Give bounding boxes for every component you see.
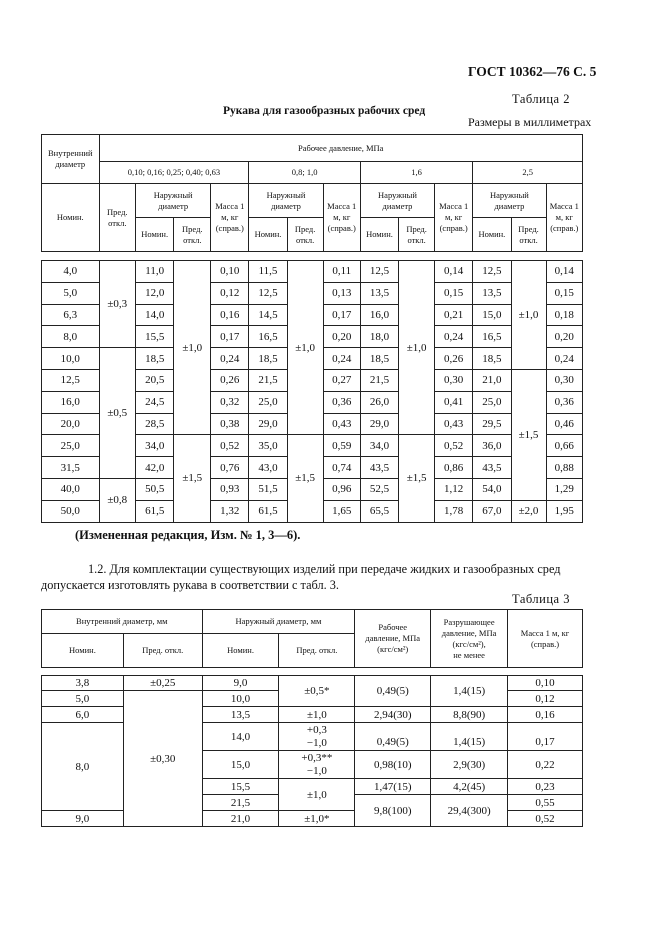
t2-inner-nom: 16,0 [42, 391, 100, 413]
t2-g2-mass: 0,17 [323, 304, 360, 326]
t3-h-outer-nomin: Номин. [202, 634, 279, 668]
t2-g4-mass: 1,95 [546, 500, 582, 522]
t3-outer-tol-upper: +0,3** [301, 751, 333, 764]
t3-pressure: 2,94(30) [355, 707, 431, 723]
t2-g1-mass: 0,24 [211, 348, 249, 370]
t2-g3-mass: 0,24 [435, 326, 473, 348]
t2-g3-outer: 21,5 [360, 369, 398, 391]
t3-h-inner: Внутренний диаметр, мм [42, 610, 203, 634]
t2-g2-outer: 51,5 [249, 478, 287, 500]
t2-inner-nom: 20,0 [42, 413, 100, 435]
h-outer-tol-2: Пред. откл. [287, 218, 323, 252]
h-outer-tol-4: Пред. откл. [511, 218, 546, 252]
t3-inner-tol: ±0,25 [123, 676, 202, 691]
t3-pressure: 0,49(5) [355, 723, 431, 751]
t3-outer-tol [279, 723, 355, 751]
h-outer-4: Наружный диаметр [473, 184, 546, 218]
t2-g3-mass: 1,78 [435, 500, 473, 522]
t3-h-pressure-2: давление, МПа [365, 633, 421, 643]
t2-g4-mass: 0,30 [546, 369, 582, 391]
t2-g3-outer: 18,0 [360, 326, 398, 348]
t2-g4-tol: ±2,0 [511, 500, 546, 522]
t3-outer-tol-upper: +0,3 [306, 723, 327, 736]
t3-outer-tol [279, 751, 355, 779]
t3-mass: 0,55 [508, 795, 583, 811]
t3-h-mass: Масса 1 м, кг (справ.) [508, 610, 583, 668]
page-header: ГОСТ 10362—76 С. 5 [468, 64, 597, 79]
table2-label: Таблица 2 [512, 92, 570, 106]
t2-g4-outer: 54,0 [473, 478, 511, 500]
t2-g4-outer: 29,5 [473, 413, 511, 435]
h-outer-tol-1: Пред. откл. [174, 218, 211, 252]
t2-g1-outer: 14,0 [136, 304, 174, 326]
t2-g4-outer: 15,0 [473, 304, 511, 326]
t2-g4-outer: 12,5 [473, 261, 511, 283]
table-row [42, 707, 583, 723]
t2-g4-mass: 0,36 [546, 391, 582, 413]
t3-h-pressure [355, 610, 431, 668]
t3-outer-nom: 10,0 [202, 691, 279, 707]
t3-burst: 1,4(15) [431, 723, 508, 751]
t3-burst: 4,2(45) [431, 779, 508, 795]
t2-inner-tol: ±0,5 [99, 348, 136, 479]
t3-mass: 0,17 [508, 723, 583, 751]
t2-g2-mass: 1,65 [323, 500, 360, 522]
t2-g1-outer: 18,5 [136, 348, 174, 370]
t3-outer-tol: ±0,5* [279, 676, 355, 707]
t2-g2-tol: ±1,5 [287, 435, 323, 522]
t2-g3-mass: 1,12 [435, 478, 473, 500]
table2-units: Размеры в миллиметрах [468, 115, 592, 129]
t2-g1-outer: 15,5 [136, 326, 174, 348]
t3-outer-nom: 9,0 [202, 676, 279, 691]
t2-g1-mass: 0,32 [211, 391, 249, 413]
t2-g3-outer: 26,0 [360, 391, 398, 413]
paragraph-line-2: допускается изготовлять рукава в соответствии с табл. 3. [41, 578, 339, 592]
t2-g1-tol: ±1,0 [174, 261, 211, 435]
t3-pressure: 1,47(15) [355, 779, 431, 795]
t3-inner-nom: 8,0 [42, 723, 124, 811]
t2-g3-mass: 0,41 [435, 391, 473, 413]
t3-mass: 0,23 [508, 779, 583, 795]
t2-g1-mass: 0,10 [211, 261, 249, 283]
t2-g4-mass: 0,14 [546, 261, 582, 283]
t3-h-inner-nomin: Номин. [42, 634, 124, 668]
t2-g2-mass: 0,96 [323, 478, 360, 500]
t3-burst: 29,4(300) [431, 795, 508, 827]
t3-outer-nom: 21,0 [202, 811, 279, 827]
t2-g2-outer: 35,0 [249, 435, 287, 457]
t3-h-burst [431, 610, 508, 668]
t3-outer-nom: 15,5 [202, 779, 279, 795]
t3-outer-tol: ±1,0* [279, 811, 355, 827]
t2-g4-outer: 43,5 [473, 457, 511, 479]
h-outer-nomin-1: Номин. [136, 218, 174, 252]
t2-inner-nom: 5,0 [42, 282, 100, 304]
t2-g1-outer: 61,5 [136, 500, 174, 522]
t2-g4-outer: 21,0 [473, 369, 511, 391]
table-row [42, 261, 583, 283]
t2-g1-mass: 0,93 [211, 478, 249, 500]
t3-h-burst-1: Разрушающее [443, 616, 495, 627]
h-mass-3: Масса 1 м, кг (справ.) [435, 184, 473, 252]
t3-mass: 0,52 [508, 811, 583, 827]
t3-h-pressure-1: Рабочее [378, 622, 408, 632]
t2-g2-mass: 0,13 [323, 282, 360, 304]
t3-h-burst-2: давление, МПа [441, 627, 497, 638]
t2-g2-mass: 0,74 [323, 457, 360, 479]
t2-inner-nom: 25,0 [42, 435, 100, 457]
t2-g4-mass: 0,15 [546, 282, 582, 304]
t2-g3-mass: 0,52 [435, 435, 473, 457]
h-mass-1: Масса 1 м, кг (справ.) [211, 184, 249, 252]
t2-g3-outer: 52,5 [360, 478, 398, 500]
t3-burst: 2,9(30) [431, 751, 508, 779]
table-row [42, 723, 583, 751]
table-row [42, 676, 583, 691]
t3-outer-nom: 13,5 [202, 707, 279, 723]
pressure-group-1: 0,10; 0,16; 0,25; 0,40; 0,63 [99, 162, 249, 184]
t2-g1-mass: 0,17 [211, 326, 249, 348]
t2-g4-outer: 36,0 [473, 435, 511, 457]
h-outer-nomin-4: Номин. [473, 218, 511, 252]
t2-g2-outer: 43,0 [249, 457, 287, 479]
t2-g3-mass: 0,26 [435, 348, 473, 370]
t3-h-burst-3: (кгс/см²), [452, 638, 486, 649]
table3-label: Таблица 3 [512, 592, 570, 606]
t2-g1-outer: 34,0 [136, 435, 174, 457]
t2-g1-outer: 42,0 [136, 457, 174, 479]
t2-inner-nom: 10,0 [42, 348, 100, 370]
t3-outer-nom: 21,5 [202, 795, 279, 811]
t3-pressure: 0,98(10) [355, 751, 431, 779]
t3-mass: 0,16 [508, 707, 583, 723]
t2-g3-outer: 65,5 [360, 500, 398, 522]
t2-g1-outer: 24,5 [136, 391, 174, 413]
t3-mass: 0,10 [508, 676, 583, 691]
t2-g4-outer: 18,5 [473, 348, 511, 370]
t2-g1-mass: 0,12 [211, 282, 249, 304]
t2-g2-mass: 0,27 [323, 369, 360, 391]
t2-g2-mass: 0,24 [323, 348, 360, 370]
h-outer-3: Наружный диаметр [360, 184, 434, 218]
h-pressure: Рабочее давление, МПа [99, 135, 582, 162]
t2-g3-outer: 13,5 [360, 282, 398, 304]
t3-outer-nom: 15,0 [202, 751, 279, 779]
t3-outer-tol: ±1,0 [279, 707, 355, 723]
t2-g2-outer: 14,5 [249, 304, 287, 326]
t2-g1-outer: 20,5 [136, 369, 174, 391]
t2-g3-mass: 0,21 [435, 304, 473, 326]
t2-g2-mass: 0,11 [323, 261, 360, 283]
t2-g1-mass: 0,38 [211, 413, 249, 435]
t3-outer-nom: 14,0 [202, 723, 279, 751]
pressure-group-2: 0,8; 1,0 [249, 162, 360, 184]
h-mass-2: Масса 1 м, кг (справ.) [323, 184, 360, 252]
h-outer-1: Наружный диаметр [136, 184, 211, 218]
t2-g2-outer: 25,0 [249, 391, 287, 413]
t2-g3-mass: 0,30 [435, 369, 473, 391]
t2-g1-outer: 11,0 [136, 261, 174, 283]
t2-g2-tol: ±1,0 [287, 261, 323, 435]
t2-g2-outer: 21,5 [249, 369, 287, 391]
h-outer-nomin-3: Номин. [360, 218, 398, 252]
amend-note: (Измененная редакция, Изм. № 1, 3—6). [75, 528, 301, 542]
t2-g4-mass: 0,88 [546, 457, 582, 479]
pressure-group-4: 2,5 [473, 162, 583, 184]
t2-g4-outer: 25,0 [473, 391, 511, 413]
t2-g4-mass: 0,66 [546, 435, 582, 457]
t2-g2-outer: 11,5 [249, 261, 287, 283]
t2-g2-outer: 12,5 [249, 282, 287, 304]
t2-g1-mass: 0,76 [211, 457, 249, 479]
t3-h-inner-tol: Пред. откл. [123, 634, 202, 668]
t2-g3-outer: 18,5 [360, 348, 398, 370]
t3-mass: 0,12 [508, 691, 583, 707]
t2-g1-outer: 12,0 [136, 282, 174, 304]
t2-g3-outer: 43,5 [360, 457, 398, 479]
t2-inner-nom: 6,3 [42, 304, 100, 326]
t2-g4-mass: 1,29 [546, 478, 582, 500]
t2-g1-outer: 50,5 [136, 478, 174, 500]
t3-outer-tol-lower: −1,0 [306, 736, 327, 749]
h-nomin: Номин. [42, 184, 100, 252]
t2-g4-tol: ±1,0 [511, 261, 546, 370]
t2-g2-mass: 0,36 [323, 391, 360, 413]
t2-g2-outer: 16,5 [249, 326, 287, 348]
t2-g3-tol: ±1,5 [399, 435, 435, 522]
t2-inner-tol: ±0,8 [99, 478, 136, 522]
t2-g3-outer: 34,0 [360, 435, 398, 457]
t2-g3-mass: 0,86 [435, 457, 473, 479]
t2-g4-mass: 0,20 [546, 326, 582, 348]
t2-g2-mass: 0,59 [323, 435, 360, 457]
t2-g1-mass: 0,16 [211, 304, 249, 326]
t3-inner-tol: ±0,30 [123, 691, 202, 827]
h-inner: Внутренний диаметр [42, 135, 100, 184]
t2-g4-mass: 0,46 [546, 413, 582, 435]
t3-pressure: 0,49(5) [355, 676, 431, 707]
t2-g4-mass: 0,24 [546, 348, 582, 370]
table2 [41, 134, 583, 523]
t2-g4-outer: 67,0 [473, 500, 511, 522]
table3 [41, 609, 583, 827]
paragraph-line-1: 1.2. Для комплектации существующих изделий при передаче жидких и газообразных сред [88, 562, 561, 576]
t2-g3-outer: 12,5 [360, 261, 398, 283]
t3-burst: 8,8(90) [431, 707, 508, 723]
t2-g2-mass: 0,43 [323, 413, 360, 435]
t2-g3-mass: 0,43 [435, 413, 473, 435]
t3-inner-nom: 5,0 [42, 691, 124, 707]
t2-g1-tol: ±1,5 [174, 435, 211, 522]
t3-outer-tol: ±1,0 [279, 779, 355, 811]
t3-inner-nom: 6,0 [42, 707, 124, 723]
h-outer-nomin-2: Номин. [249, 218, 287, 252]
t2-g1-outer: 28,5 [136, 413, 174, 435]
t3-h-outer: Наружный диаметр, мм [202, 610, 355, 634]
t2-inner-nom: 31,5 [42, 457, 100, 479]
t2-g2-mass: 0,20 [323, 326, 360, 348]
t3-pressure: 9,8(100) [355, 795, 431, 827]
t3-mass: 0,22 [508, 751, 583, 779]
t2-g3-mass: 0,14 [435, 261, 473, 283]
t2-inner-nom: 12,5 [42, 369, 100, 391]
t3-outer-tol-lower: −1,0 [306, 764, 327, 777]
t3-h-pressure-3: (кгс/см²) [377, 644, 409, 654]
h-outer-2: Наружный диаметр [249, 184, 323, 218]
table2-caption: Рукава для газообразных рабочих сред [223, 105, 426, 117]
t2-g4-outer: 16,5 [473, 326, 511, 348]
t2-inner-nom: 8,0 [42, 326, 100, 348]
t2-g3-outer: 16,0 [360, 304, 398, 326]
t2-inner-nom: 50,0 [42, 500, 100, 522]
t3-h-burst-4: не менее [453, 649, 485, 660]
t2-g2-outer: 29,0 [249, 413, 287, 435]
h-outer-tol-3: Пред. откл. [399, 218, 435, 252]
t3-burst: 1,4(15) [431, 676, 508, 707]
t2-g1-mass: 0,26 [211, 369, 249, 391]
t2-inner-nom: 4,0 [42, 261, 100, 283]
t2-g4-mass: 0,18 [546, 304, 582, 326]
t2-g3-tol: ±1,0 [399, 261, 435, 435]
t3-h-outer-tol: Пред. откл. [279, 634, 355, 668]
t2-g4-tol: ±1,5 [511, 369, 546, 500]
t3-inner-nom: 3,8 [42, 676, 124, 691]
t2-inner-nom: 40,0 [42, 478, 100, 500]
t2-g3-mass: 0,15 [435, 282, 473, 304]
t2-g1-mass: 1,32 [211, 500, 249, 522]
t2-g1-mass: 0,52 [211, 435, 249, 457]
t2-g2-outer: 18,5 [249, 348, 287, 370]
t2-inner-tol: ±0,3 [99, 261, 136, 348]
pressure-group-3: 1,6 [360, 162, 472, 184]
t2-g2-outer: 61,5 [249, 500, 287, 522]
h-mass-4: Масса 1 м, кг (справ.) [546, 184, 582, 252]
h-tol: Пред. откл. [99, 184, 136, 252]
t2-g3-outer: 29,0 [360, 413, 398, 435]
t2-g4-outer: 13,5 [473, 282, 511, 304]
t3-inner-nom: 9,0 [42, 811, 124, 827]
